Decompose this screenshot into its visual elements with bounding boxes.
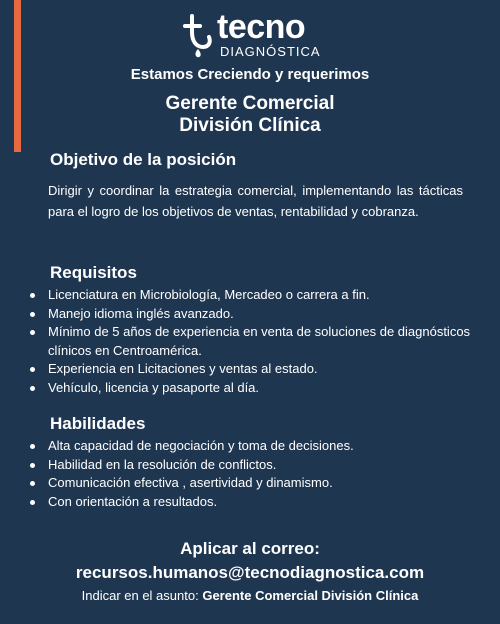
- bullet-icon: [30, 293, 35, 298]
- job-title-line1: Gerente Comercial: [165, 93, 335, 114]
- company-logo: [183, 10, 333, 62]
- bullet-icon: [30, 330, 35, 335]
- job-title-line2: División Clínica: [179, 115, 321, 136]
- bullet-icon: [30, 367, 35, 372]
- list-item: Experiencia en Licitaciones y ventas al estado.: [26, 360, 476, 379]
- list-item: Habilidad en la resolución de conflictos.: [26, 456, 476, 475]
- bullet-icon: [30, 444, 35, 449]
- job-title: [0, 93, 500, 137]
- logo-subtitle: DIAGNÓSTICA: [220, 44, 321, 59]
- apply-label: Aplicar al correo:: [180, 539, 320, 558]
- skills-heading: Habilidades: [50, 414, 146, 433]
- requirements-list: [26, 286, 476, 397]
- list-item: Comunicación efectiva , asertividad y dinamismo.: [26, 474, 476, 493]
- list-item: Con orientación a resultados.: [26, 493, 476, 512]
- list-item: Vehículo, licencia y pasaporte al día.: [26, 379, 476, 398]
- list-item: Manejo idioma inglés avanzado.: [26, 305, 476, 324]
- logo-wordmark: tecno: [217, 8, 306, 46]
- tagline: Estamos Creciendo y requerimos: [130, 66, 370, 83]
- subject-prefix: Indicar en el asunto:: [81, 588, 203, 603]
- list-item: Licenciatura en Microbiología, Mercadeo o carrera a fin.: [26, 286, 476, 305]
- bullet-icon: [30, 463, 35, 468]
- objective-text: Dirigir y coordinar la estrategia comercial, implementando las tácticas para el logro de los objetivos de ventas, rentabilidad y cobranza.: [48, 183, 463, 219]
- objective-heading: Objetivo de la posición: [50, 150, 237, 169]
- list-item: Mínimo de 5 años de experiencia en venta de soluciones de diagnósticos clínicos en Centroamérica.: [26, 323, 476, 360]
- bullet-icon: [30, 312, 35, 317]
- subject-value: Gerente Comercial División Clínica: [202, 588, 419, 603]
- contact-email[interactable]: recursos.humanos@tecnodiagnostica.com: [75, 563, 425, 582]
- skills-list: [26, 437, 476, 511]
- requirements-heading: Requisitos: [50, 263, 137, 282]
- stylized-t-drop-icon: [183, 14, 213, 58]
- bullet-icon: [30, 386, 35, 391]
- list-item: Alta capacidad de negociación y toma de decisiones.: [26, 437, 476, 456]
- bullet-icon: [30, 481, 35, 486]
- bullet-icon: [30, 500, 35, 505]
- subject-instruction: [0, 588, 500, 603]
